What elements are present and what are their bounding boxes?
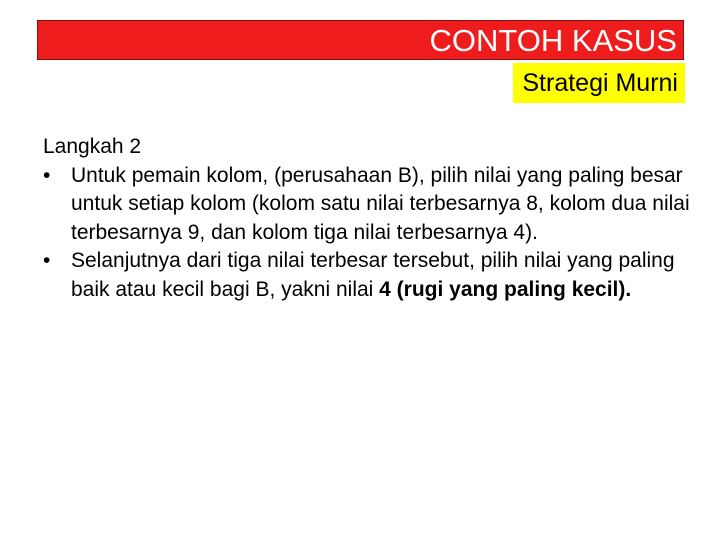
slide-subtitle: Strategi Murni (522, 68, 678, 97)
step-heading: Langkah 2 (43, 135, 142, 158)
subtitle-banner (513, 63, 685, 103)
bullet-icon: • (43, 163, 51, 187)
slide-body (43, 133, 693, 304)
title-banner (37, 20, 684, 60)
list-item (43, 247, 693, 304)
slide-title: CONTOH KASUS (429, 22, 677, 58)
bullet-bold-text: 4 (rugi yang paling kecil) (379, 277, 626, 301)
bullet-text: Selanjutnya dari tiga nilai terbesar tersebut, pilih nilai yang paling baik atau kecil bagi B, yakni nilai (71, 249, 675, 301)
list-item (43, 162, 693, 248)
bullet-end-text: . (625, 277, 632, 301)
bullet-icon: • (43, 249, 51, 272)
bullet-text: Untuk pemain kolom, (perusahaan B), pilih nilai yang paling besar untuk setiap kolom (kolom satu nilai terbesarnya 8, kolom dua nilai terbesarnya 9, dan kolom tiga nilai terbesarnya 4). (71, 163, 690, 244)
bullet-list (43, 162, 693, 305)
